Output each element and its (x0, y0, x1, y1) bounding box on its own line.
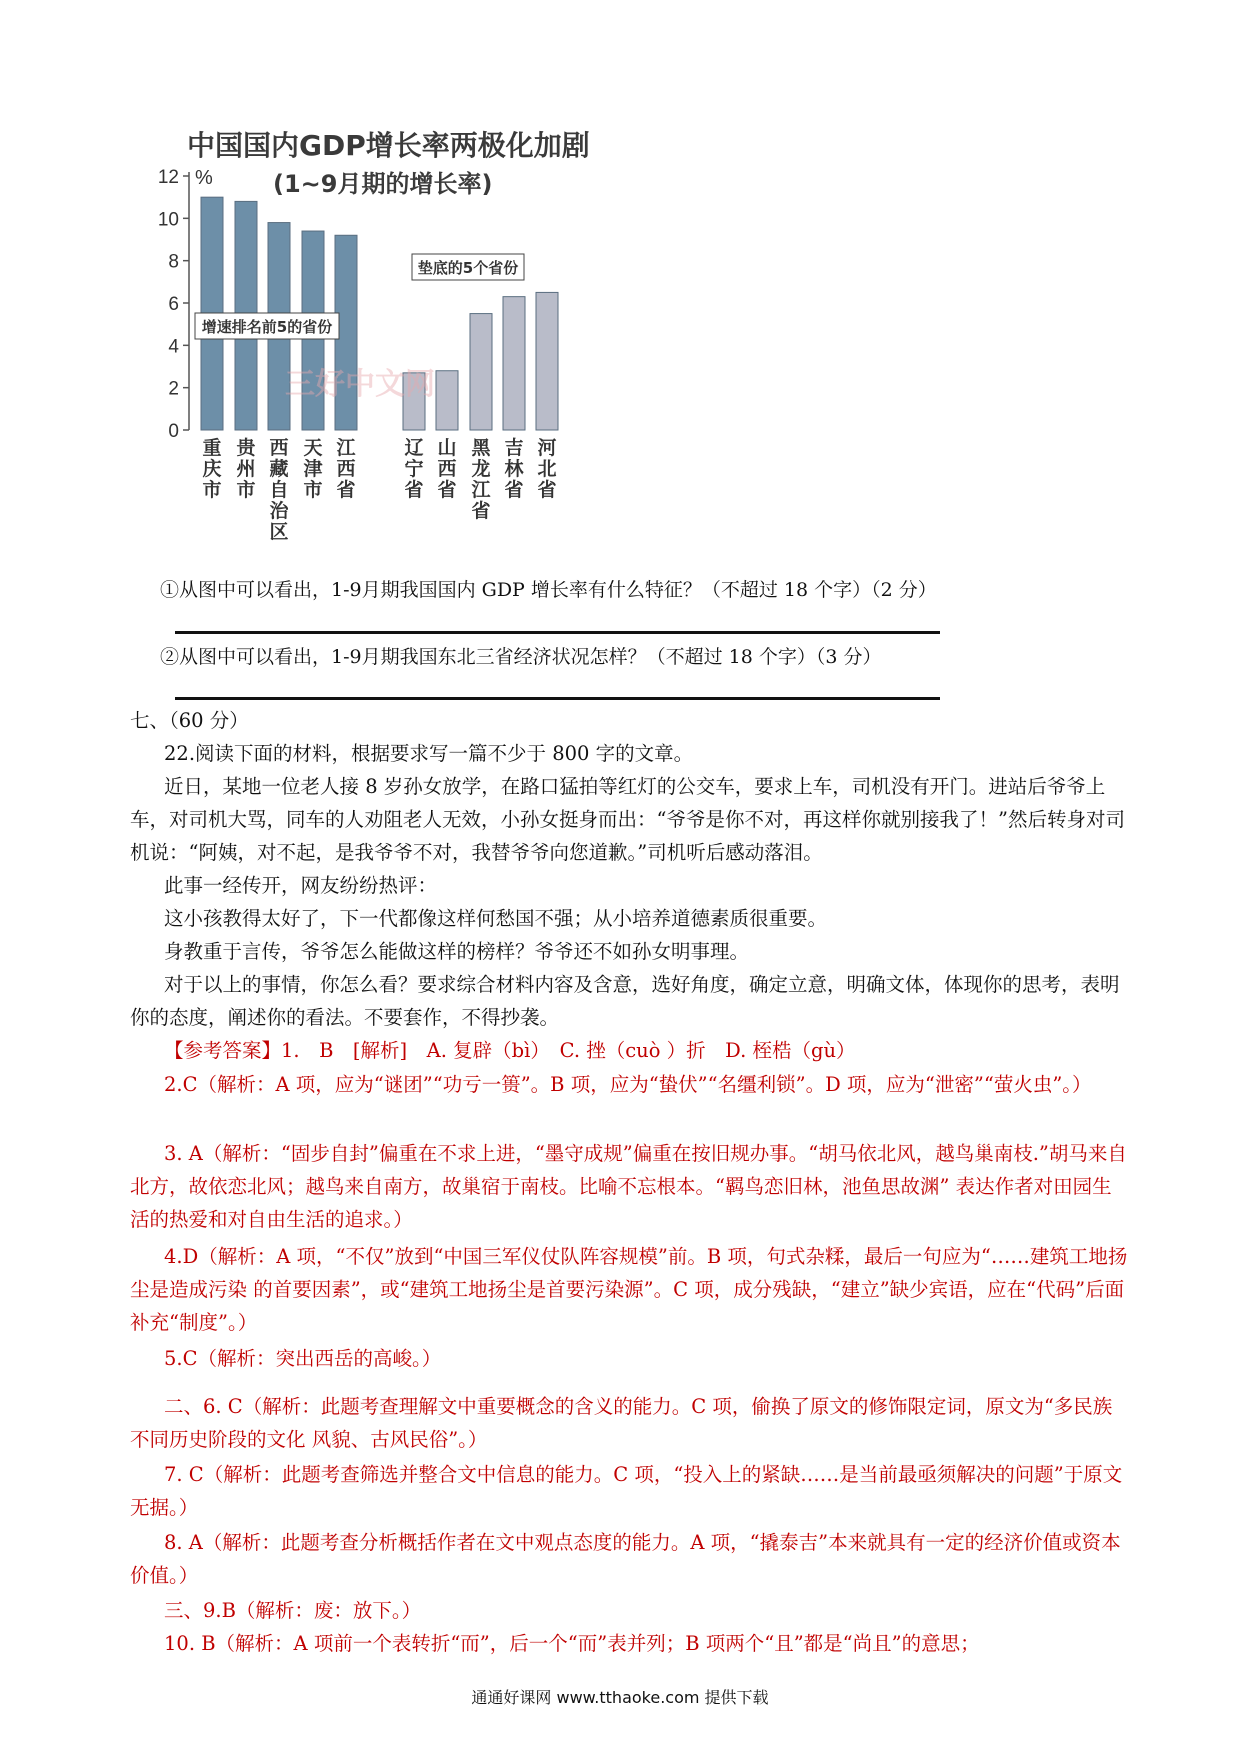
category-label: 省 (504, 479, 524, 501)
question-1: ①从图中可以看出，1-9月期我国国内 GDP 增长率有什么特征？（不超过 18 个字）（2 分） (160, 579, 937, 601)
group-label-bottom5: 垫底的5个省份 (417, 259, 519, 277)
material-paragraph: 近日，某地一位老人接 8 岁孙女放学，在路口猛拍等红灯的公交车，要求上车，司机没有开门。进站后爷爷上车，对司机大骂，同车的人劝阻老人无效，小孙女挺身而出：“爷爷是你不对，再这样你就别接我了！”然后转身对司机说：“阿姨，对不起，是我爷爷不对，我替爷爷向您道歉。”司机听后感动落泪。 (130, 775, 1125, 864)
writing-requirement: 对于以上的事情，你怎么看？要求综合材料内容及含意，选好角度，确定立意，明确文体，体现你的思考，表明你的态度，阐述你的看法。不要套作，不得抄袭。 (130, 973, 1120, 1029)
y-unit-label: % (195, 167, 213, 189)
category-label: 天 (303, 437, 323, 459)
category-label: 津 (303, 458, 323, 480)
answer-line-1 (175, 631, 940, 634)
bar (503, 297, 525, 430)
watermark: 三好中文网 (285, 367, 435, 402)
y-tick-label: 2 (168, 378, 179, 400)
group-label-top5: 增速排名前5的省份 (201, 318, 333, 336)
comment-intro: 此事一经传开，网友纷纷热评： (164, 874, 438, 897)
category-label: 辽 (404, 437, 424, 459)
category-label: 庆 (202, 458, 222, 480)
category-label: 江 (336, 437, 356, 459)
answer-9: 三、9.B（解析：废：放下。） (164, 1599, 422, 1622)
category-label: 龙 (471, 458, 491, 480)
category-label: 省 (336, 479, 356, 501)
category-label: 吉 (504, 437, 524, 459)
y-tick-label: 10 (157, 209, 179, 231)
category-label: 林 (504, 458, 524, 480)
y-tick-label: 12 (157, 167, 179, 188)
y-tick-label: 8 (168, 251, 179, 273)
comment-2: 身教重于言传，爷爷怎么能做这样的榜样？爷爷还不如孙女明事理。 (164, 940, 750, 963)
category-label: 省 (471, 500, 491, 522)
answer-4: 4.D（解析：A 项，“不仅”放到“中国三军仪仗队阵容规模”前。B 项，句式杂糅，最后一句应为“……建筑工地扬尘是造成污染 的首要因素”，或“建筑工地扬尘是首要污染源”。C 项，成分残缺，“建立”缺少宾语，应在“代码”后面补充“制度”。） (130, 1245, 1128, 1334)
category-label: 市 (236, 479, 256, 501)
category-label: 贵 (236, 437, 256, 459)
category-label: 市 (303, 479, 323, 501)
answer-1: 【参考答案】1. B [解析] A. 复辟（bì） C. 挫（cuò ）折 D. 桎梏（gù） (164, 1039, 856, 1062)
chart-title: 中国国内GDP增长率两极化加剧 (187, 129, 590, 162)
bar (470, 314, 492, 430)
category-label: 自 (269, 479, 289, 501)
question-2: ②从图中可以看出，1-9月期我国东北三省经济状况怎样？（不超过 18 个字）（3 分） (160, 646, 882, 668)
answer-2: 2.C（解析：A 项，应为“谜团”“功亏一篑”。B 项，应为“蛰伏”“名缰利锁”。D 项，应为“泄密”“萤火虫”。） (164, 1073, 1092, 1096)
category-label: 省 (537, 479, 557, 501)
category-label: 北 (537, 458, 557, 480)
bar (436, 371, 458, 430)
prompt-line: 22.阅读下面的材料，根据要求写一篇不少于 800 字的文章。 (164, 742, 694, 765)
category-label: 省 (404, 479, 424, 501)
y-tick-label: 0 (168, 421, 179, 442)
gdp-chart (157, 118, 605, 573)
category-label: 西 (269, 437, 289, 459)
category-label: 藏 (269, 458, 289, 480)
answer-6: 二、6. C（解析：此题考查理解文中重要概念的含义的能力。C 项，偷换了原文的修饰限定词，原文为“多民族不同历史阶段的文化 风貌、古风民俗”。） (130, 1395, 1113, 1451)
category-label: 西 (336, 458, 356, 480)
answer-7: 7. C（解析：此题考查筛选并整合文中信息的能力。C 项，“投入上的紧缺……是当前最亟须解决的问题”于原文无据。） (130, 1463, 1123, 1519)
category-label: 河 (537, 437, 557, 459)
category-label: 市 (202, 479, 222, 501)
bar (536, 292, 558, 430)
y-tick-label: 4 (168, 336, 179, 358)
y-tick-label: 6 (168, 294, 179, 315)
category-label: 州 (236, 458, 256, 480)
comment-1: 这小孩教得太好了，下一代都像这样何愁国不强；从小培养道德素质很重要。 (164, 907, 828, 930)
section-heading: 七、（60 分） (130, 709, 249, 732)
category-label: 黑 (471, 437, 491, 459)
category-label: 西 (437, 458, 457, 480)
answer-8: 8. A（解析：此题考查分析概括作者在文中观点态度的能力。A 项，“撬泰吉”本来就具有一定的经济价值或资本价值。） (130, 1531, 1121, 1587)
answer-3: 3. A（解析：“固步自封”偏重在不求上进，“墨守成规”偏重在按旧规办事。“胡马依北风，越鸟巢南枝.”胡马来自北方，故依恋北风；越鸟来自南方，故巢宿于南枝。比喻不忘根本。“羁鸟恋旧林，池鱼思故渊” 表达作者对田园生活的热爱和对自由生活的追求。） (130, 1142, 1127, 1231)
category-label: 江 (471, 479, 491, 501)
category-label: 山 (437, 437, 457, 459)
category-label: 宁 (404, 458, 424, 480)
answer-5: 5.C（解析：突出西岳的高峻。） (164, 1347, 442, 1370)
category-label: 省 (437, 479, 457, 501)
category-label: 重 (202, 437, 222, 459)
category-label: 治 (269, 500, 289, 522)
answer-10: 10. B（解析：A 项前一个表转折“而”，后一个“而”表并列；B 项两个“且”都是“尚且”的意思； (164, 1632, 980, 1655)
category-label: 区 (269, 521, 289, 543)
answer-line-2 (175, 697, 940, 700)
page-footer: 通通好课网 www.tthaoke.com 提供下载 (471, 1688, 769, 1707)
chart-subtitle: (1~9月期的增长率) (273, 170, 493, 198)
